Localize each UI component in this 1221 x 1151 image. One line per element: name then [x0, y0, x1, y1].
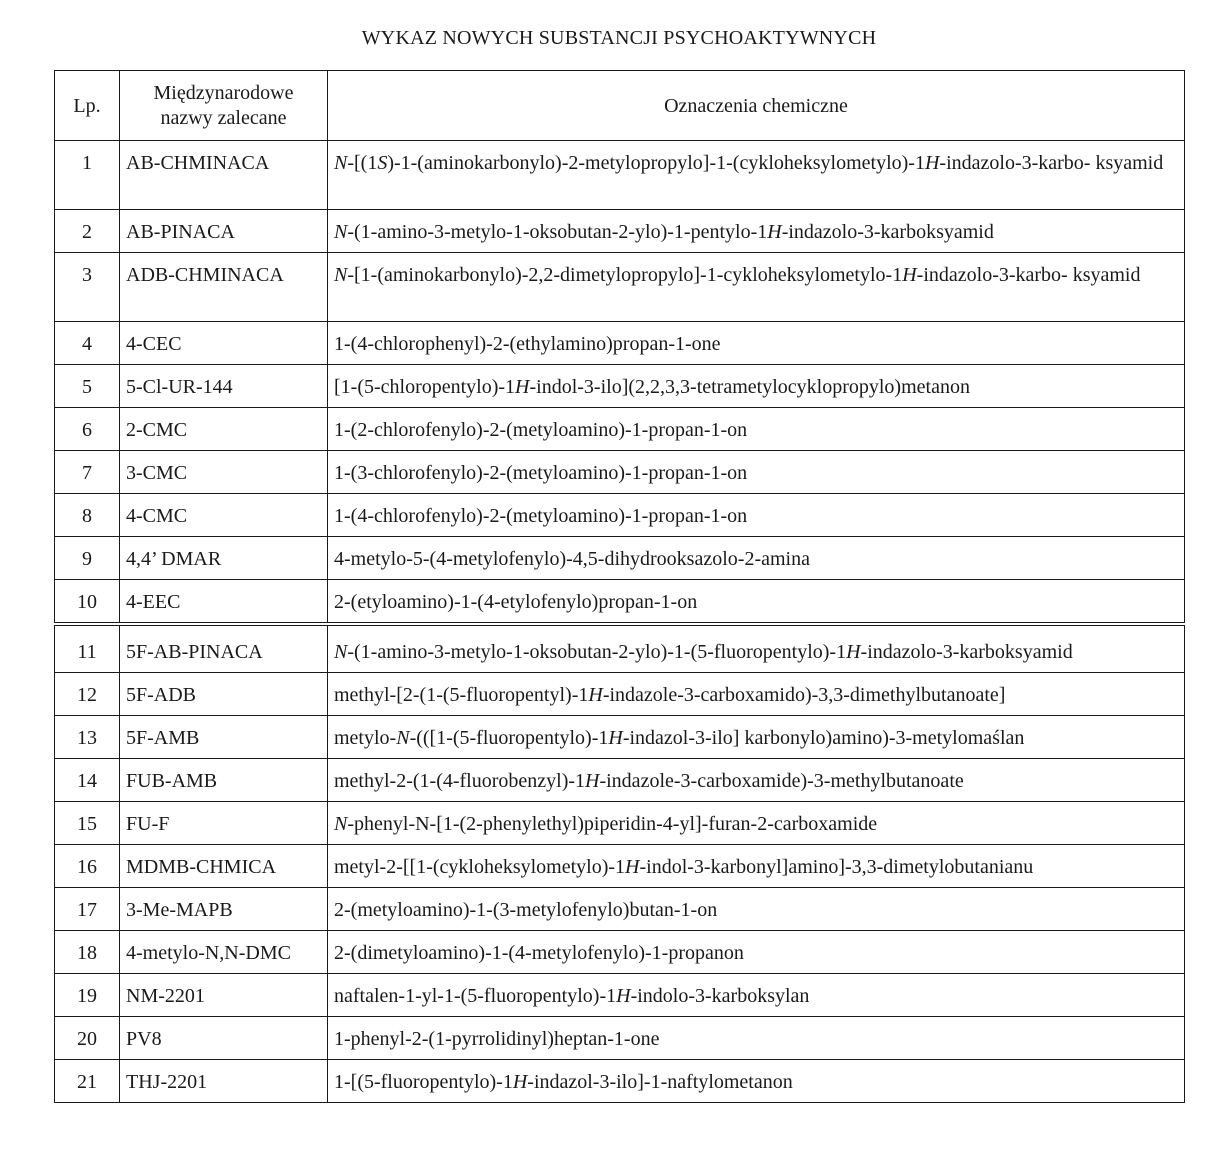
italic-locant: H: [585, 770, 600, 792]
chem-text: metylo-: [334, 727, 397, 749]
row-chemical-name: [328, 210, 1185, 253]
row-lp: 10: [55, 580, 120, 625]
chem-text: -[1-(aminokarbonylo)-2,2-dimetylopropylo]-1-cykloheksylometylo-1: [347, 264, 903, 286]
row-name: 4,4’ DMAR: [120, 537, 328, 580]
italic-locant: H: [608, 727, 623, 749]
row-name: 5F-ADB: [120, 673, 328, 716]
row-name: AB-PINACA: [120, 210, 328, 253]
row-lp: 16: [55, 845, 120, 888]
chem-text: -indazolo-3-karboksyamid: [781, 221, 994, 243]
row-chemical-name: [328, 716, 1185, 759]
italic-locant: N: [396, 727, 410, 749]
italic-locant: N: [334, 221, 348, 243]
table-row: [55, 1060, 1185, 1103]
chem-text: 4-metylo-5-(4-metylofenylo)-4,5-dihydrooksazolo-2-amina: [334, 548, 810, 570]
substances-table: [54, 70, 1185, 1103]
table-row: [55, 716, 1185, 759]
row-name: 4-EEC: [120, 580, 328, 625]
row-lp: 6: [55, 408, 120, 451]
chem-text: -indazolo-3-karboksyamid: [860, 641, 1073, 663]
chem-text: methyl-[2-(1-(5-fluoropentyl)-1: [334, 684, 589, 706]
italic-locant: H: [515, 376, 530, 398]
table-row: [55, 322, 1185, 365]
row-name: 5F-AB-PINACA: [120, 624, 328, 673]
row-chemical-name: [328, 802, 1185, 845]
row-chemical-name: [328, 494, 1185, 537]
row-name: ADB-CHMINACA: [120, 253, 328, 322]
row-name: 4-CEC: [120, 322, 328, 365]
table-header-row: [55, 71, 1185, 141]
row-lp: 14: [55, 759, 120, 802]
table-row: [55, 210, 1185, 253]
table-row: [55, 673, 1185, 716]
row-lp: 21: [55, 1060, 120, 1103]
row-chemical-name: [328, 1017, 1185, 1060]
row-chemical-name: [328, 624, 1185, 673]
row-name: MDMB-CHMICA: [120, 845, 328, 888]
table-body: [55, 141, 1185, 1103]
chem-text: 2-(metyloamino)-1-(3-metylofenylo)butan-1-on: [334, 899, 718, 921]
table-row: [55, 253, 1185, 322]
row-lp: 15: [55, 802, 120, 845]
row-lp: 8: [55, 494, 120, 537]
row-lp: 12: [55, 673, 120, 716]
chem-text: -(1-amino-3-metylo-1-oksobutan-2-ylo)-1-(5-fluoropentylo)-1: [347, 641, 847, 663]
row-lp: 18: [55, 931, 120, 974]
chem-text: [1-(5-chloropentylo)-1: [334, 376, 516, 398]
row-chemical-name: [328, 1060, 1185, 1103]
chem-text: -indazole-3-carboxamide)-3-methylbutanoate: [599, 770, 964, 792]
chem-text: naftalen-1-yl-1-(5-fluoropentylo)-1: [334, 985, 617, 1007]
italic-locant: N: [334, 813, 348, 835]
row-chemical-name: [328, 931, 1185, 974]
chem-text: 1-(2-chlorofenylo)-2-(metyloamino)-1-propan-1-on: [334, 419, 748, 441]
table-row: [55, 537, 1185, 580]
italic-locant: S: [377, 152, 388, 174]
chem-text: 1-[(5-fluoropentylo)-1: [334, 1071, 513, 1093]
table-row: [55, 802, 1185, 845]
italic-locant: H: [616, 985, 631, 1007]
header-chem: Oznaczenia chemiczne: [328, 71, 1185, 141]
chem-text: -(1-amino-3-metylo-1-oksobutan-2-ylo)-1-pentylo-1: [347, 221, 768, 243]
row-chemical-name: [328, 141, 1185, 210]
row-name: 4-CMC: [120, 494, 328, 537]
chem-text: -indolo-3-karboksylan: [630, 985, 810, 1007]
row-chemical-name: [328, 580, 1185, 625]
italic-locant: N: [334, 264, 348, 286]
chem-text: -phenyl-N-[1-(2-phenylethyl)piperidin-4-yl]-furan-2-carboxamide: [347, 813, 878, 835]
row-lp: 3: [55, 253, 120, 322]
italic-locant: N: [334, 152, 348, 174]
chem-text: methyl-2-(1-(4-fluorobenzyl)-1: [334, 770, 586, 792]
row-lp: 7: [55, 451, 120, 494]
italic-locant: H: [924, 152, 940, 174]
row-name: PV8: [120, 1017, 328, 1060]
row-lp: 2: [55, 210, 120, 253]
table-row: [55, 759, 1185, 802]
italic-locant: H: [512, 1071, 528, 1093]
table-row: [55, 365, 1185, 408]
chem-text: -indazol-3-ilo] karbonylo)amino)-3-metylomaślan: [622, 727, 1025, 749]
italic-locant: H: [767, 221, 782, 243]
chem-text: 1-(4-chlorofenylo)-2-(metyloamino)-1-propan-1-on: [334, 505, 748, 527]
row-chemical-name: [328, 759, 1185, 802]
row-name: FUB-AMB: [120, 759, 328, 802]
row-lp: 1: [55, 141, 120, 210]
header-name: Międzynarodowe nazwy zalecane: [120, 71, 328, 141]
row-name: THJ-2201: [120, 1060, 328, 1103]
chem-text: )-1-(aminokarbonylo)-2-metylopropylo]-1-(cykloheksylometylo)-1: [387, 152, 925, 174]
row-lp: 20: [55, 1017, 120, 1060]
row-chemical-name: [328, 322, 1185, 365]
row-lp: 17: [55, 888, 120, 931]
row-name: AB-CHMINACA: [120, 141, 328, 210]
row-chemical-name: [328, 673, 1185, 716]
italic-locant: N: [334, 641, 348, 663]
table-row: [55, 141, 1185, 210]
row-name: NM-2201: [120, 974, 328, 1017]
table-row: [55, 580, 1185, 625]
italic-locant: H: [625, 856, 640, 878]
row-chemical-name: [328, 537, 1185, 580]
row-lp: 5: [55, 365, 120, 408]
row-chemical-name: [328, 974, 1185, 1017]
row-chemical-name: [328, 365, 1185, 408]
row-chemical-name: [328, 888, 1185, 931]
italic-locant: H: [588, 684, 603, 706]
italic-locant: H: [902, 264, 917, 286]
row-chemical-name: [328, 845, 1185, 888]
row-chemical-name: [328, 451, 1185, 494]
chem-text: 1-(3-chlorofenylo)-2-(metyloamino)-1-propan-1-on: [334, 462, 748, 484]
row-name: FU-F: [120, 802, 328, 845]
row-lp: 4: [55, 322, 120, 365]
chem-text: -indol-3-karbonyl]amino]-3,3-dimetylobutanianu: [639, 856, 1034, 878]
row-name: 3-CMC: [120, 451, 328, 494]
table-row: [55, 931, 1185, 974]
chem-text: -[(1: [347, 152, 378, 174]
chem-text: metyl-2-[[1-(cykloheksylometylo)-1: [334, 856, 626, 878]
table-row: [55, 451, 1185, 494]
table-row: [55, 888, 1185, 931]
row-name: 2-CMC: [120, 408, 328, 451]
chem-text: -(([1-(5-fluoropentylo)-1: [409, 727, 609, 749]
header-lp: Lp.: [55, 71, 120, 141]
chem-text: -indazol-3-ilo]-1-naftylometanon: [527, 1071, 793, 1093]
row-lp: 13: [55, 716, 120, 759]
table-row: [55, 1017, 1185, 1060]
row-name: 5-Cl-UR-144: [120, 365, 328, 408]
table-row: [55, 494, 1185, 537]
chem-text: -indazole-3-carboxamido)-3,3-dimethylbutanoate]: [602, 684, 1006, 706]
row-name: 3-Me-MAPB: [120, 888, 328, 931]
table-row: [55, 408, 1185, 451]
chem-text: 2-(dimetyloamino)-1-(4-metylofenylo)-1-propanon: [334, 942, 744, 964]
table-row: [55, 624, 1185, 673]
chem-text: -indazolo-3-karbo- ksyamid: [916, 264, 1141, 286]
table-row: [55, 845, 1185, 888]
row-chemical-name: [328, 408, 1185, 451]
chem-text: 1-(4-chlorophenyl)-2-(ethylamino)propan-1-one: [334, 333, 721, 355]
row-lp: 19: [55, 974, 120, 1017]
italic-locant: H: [846, 641, 861, 663]
row-lp: 9: [55, 537, 120, 580]
row-chemical-name: [328, 253, 1185, 322]
chem-text: 2-(etyloamino)-1-(4-etylofenylo)propan-1-on: [334, 591, 698, 613]
table-row: [55, 974, 1185, 1017]
row-name: 4-metylo-N,N-DMC: [120, 931, 328, 974]
document-title: WYKAZ NOWYCH SUBSTANCJI PSYCHOAKTYWNYCH: [361, 27, 877, 49]
row-name: 5F-AMB: [120, 716, 328, 759]
chem-text: -indol-3-ilo](2,2,3,3-tetrametylocyklopropylo)metanon: [529, 376, 970, 398]
chem-text: -indazolo-3-karbo- ksyamid: [939, 152, 1164, 174]
chem-text: 1-phenyl-2-(1-pyrrolidinyl)heptan-1-one: [334, 1028, 660, 1050]
row-lp: 11: [55, 624, 120, 673]
